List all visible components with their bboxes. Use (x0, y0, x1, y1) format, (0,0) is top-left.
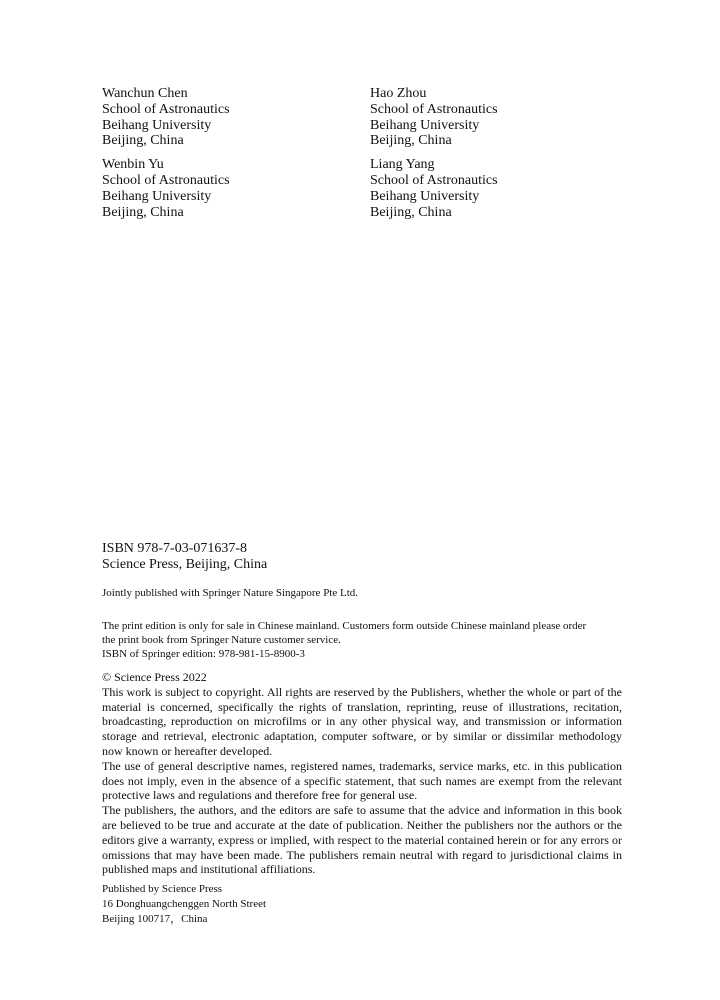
copyright-section (102, 670, 622, 877)
publisher-city: Beijing 100717，China (102, 913, 208, 925)
springer-isbn: ISBN of Springer edition: 978-981-15-8900-3 (102, 648, 305, 660)
copyright-notice: © Science Press 2022 (102, 670, 207, 684)
author-name: Wanchun Chen (102, 86, 188, 101)
author-location: Beijing, China (102, 133, 184, 149)
author-block (102, 157, 370, 220)
print-edition-line: The print edition is only for sale in Chinese mainland. Customers form outside Chinese mainland please order (102, 620, 587, 632)
author-university: Beihang University (370, 188, 480, 204)
jointly-published-note: Jointly published with Springer Nature Singapore Pte Ltd. (102, 587, 359, 599)
author-row (102, 157, 642, 220)
publisher-address: 16 Donghuangchenggen North Street (102, 898, 267, 910)
author-block (102, 86, 370, 149)
author-name: Wenbin Yu (102, 157, 164, 173)
author-university: Beihang University (102, 188, 212, 204)
trademark-paragraph: The use of general descriptive names, registered names, trademarks, service marks, etc. in this publication does not imply, even in the absence of a specific statement, that such names are exempt from the relevant protective laws and regulations and therefore free for general use. (102, 758, 622, 803)
isbn-block (102, 541, 267, 573)
author-affiliations (102, 86, 642, 228)
author-block (370, 157, 638, 220)
author-university: Beihang University (102, 117, 212, 133)
publisher-line: Science Press, Beijing, China (102, 557, 268, 572)
author-location: Beijing, China (370, 133, 452, 149)
published-by-block (102, 882, 266, 927)
print-edition-note (102, 619, 622, 661)
author-location: Beijing, China (370, 204, 452, 220)
isbn-number: ISBN 978-7-03-071637-8 (102, 541, 248, 556)
print-edition-line: the print book from Springer Nature customer service. (102, 634, 341, 646)
author-block (370, 86, 638, 149)
author-row (102, 86, 642, 149)
author-university: Beihang University (370, 117, 480, 133)
copyright-paragraph: This work is subject to copyright. All rights are reserved by the Publishers, whether the whole or part of the material is concerned, specifically the rights of translation, reprinting, reuse of illustrations, recitation, broadcasting, reproduction on microfilms or in any other physical way, and transmission or information storage and retrieval, electronic adaptation, computer software, or by similar or dissimilar methodology now known or hereafter developed. (102, 684, 622, 758)
disclaimer-paragraph: The publishers, the authors, and the editors are safe to assume that the advice and information in this book are believed to be true and accurate at the date of publication. Neither the publishers nor the authors or the editors give a warranty, express or implied, with respect to the material contained herein or for any errors or omissions that may have been made. The publishers remain neutral with regard to jurisdictional claims in published maps and institutional affiliations. (102, 803, 622, 877)
author-school: School of Astronautics (370, 101, 498, 117)
author-school: School of Astronautics (370, 172, 498, 188)
author-school: School of Astronautics (102, 101, 230, 117)
author-name: Liang Yang (370, 157, 435, 173)
author-name: Hao Zhou (370, 86, 427, 101)
author-school: School of Astronautics (102, 172, 230, 188)
published-by: Published by Science Press (102, 883, 223, 895)
author-location: Beijing, China (102, 204, 184, 220)
